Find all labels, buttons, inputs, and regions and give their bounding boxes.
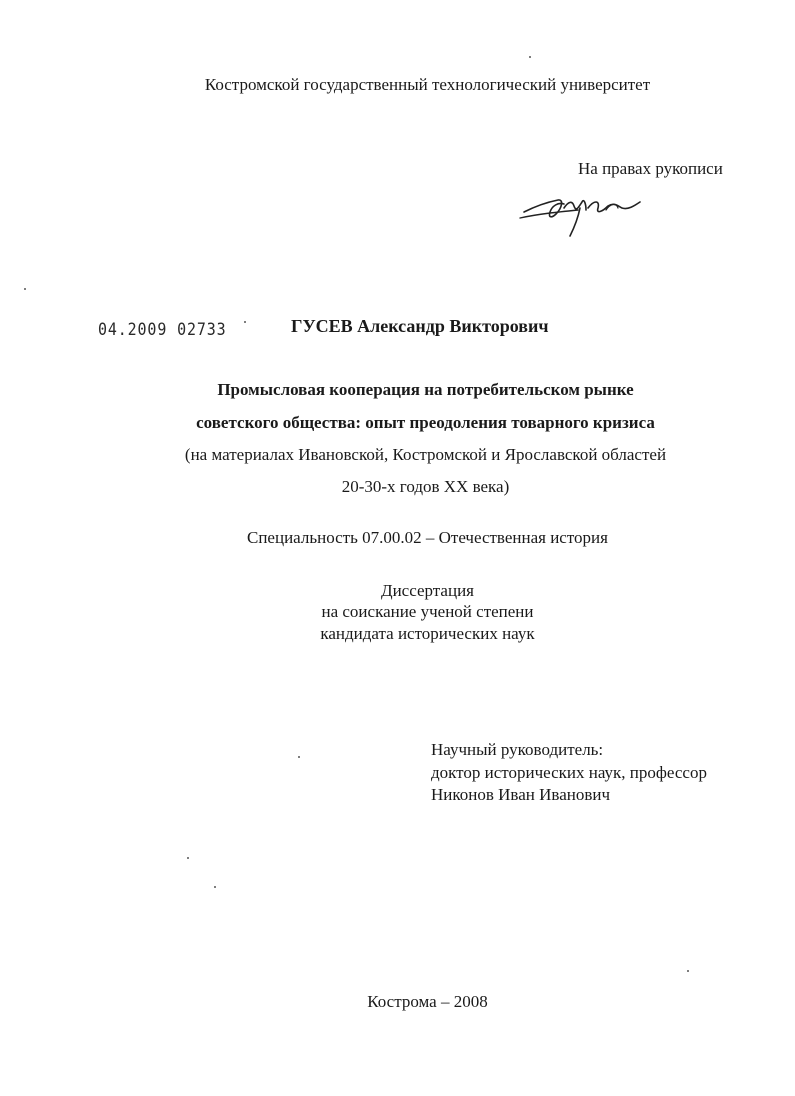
dissertation-title-line: советского общества: опыт преодоления товарного кризиса — [196, 413, 655, 432]
scan-speck — [244, 321, 246, 323]
degree-line: кандидата исторических наук — [320, 624, 535, 643]
dissertation-subtitle-line: 20-30-х годов XX века) — [341, 477, 510, 496]
city-year: Кострома – 2008 — [367, 992, 488, 1011]
scan-speck — [187, 857, 189, 859]
degree-line: на соискание ученой степени — [321, 602, 534, 621]
handwritten-signature — [518, 188, 648, 240]
university-name: Костромской государственный технологический университет — [204, 75, 651, 94]
specialty-line: Специальность 07.00.02 – Отечественная история — [247, 528, 608, 547]
dissertation-subtitle-line: (на материалах Ивановской, Костромской и Ярославской областей — [184, 445, 667, 464]
scan-speck — [687, 970, 689, 972]
dissertation-title-line: Промысловая кооперация на потребительском рынке — [217, 380, 634, 399]
scan-speck — [529, 56, 531, 58]
supervisor-title: доктор исторических наук, профессор — [431, 763, 707, 782]
archive-stamp-number: 04.2009 02733 — [98, 320, 227, 340]
manuscript-note: На правах рукописи — [578, 159, 723, 178]
scan-speck — [214, 886, 216, 888]
dissertation-label: Диссертация — [380, 581, 474, 600]
supervisor-name: Никонов Иван Иванович — [431, 785, 611, 804]
scan-speck — [298, 756, 300, 758]
supervisor-label: Научный руководитель: — [431, 740, 604, 759]
author-name: ГУСЕВ Александр Викторович — [291, 316, 549, 336]
scan-speck — [24, 288, 26, 290]
